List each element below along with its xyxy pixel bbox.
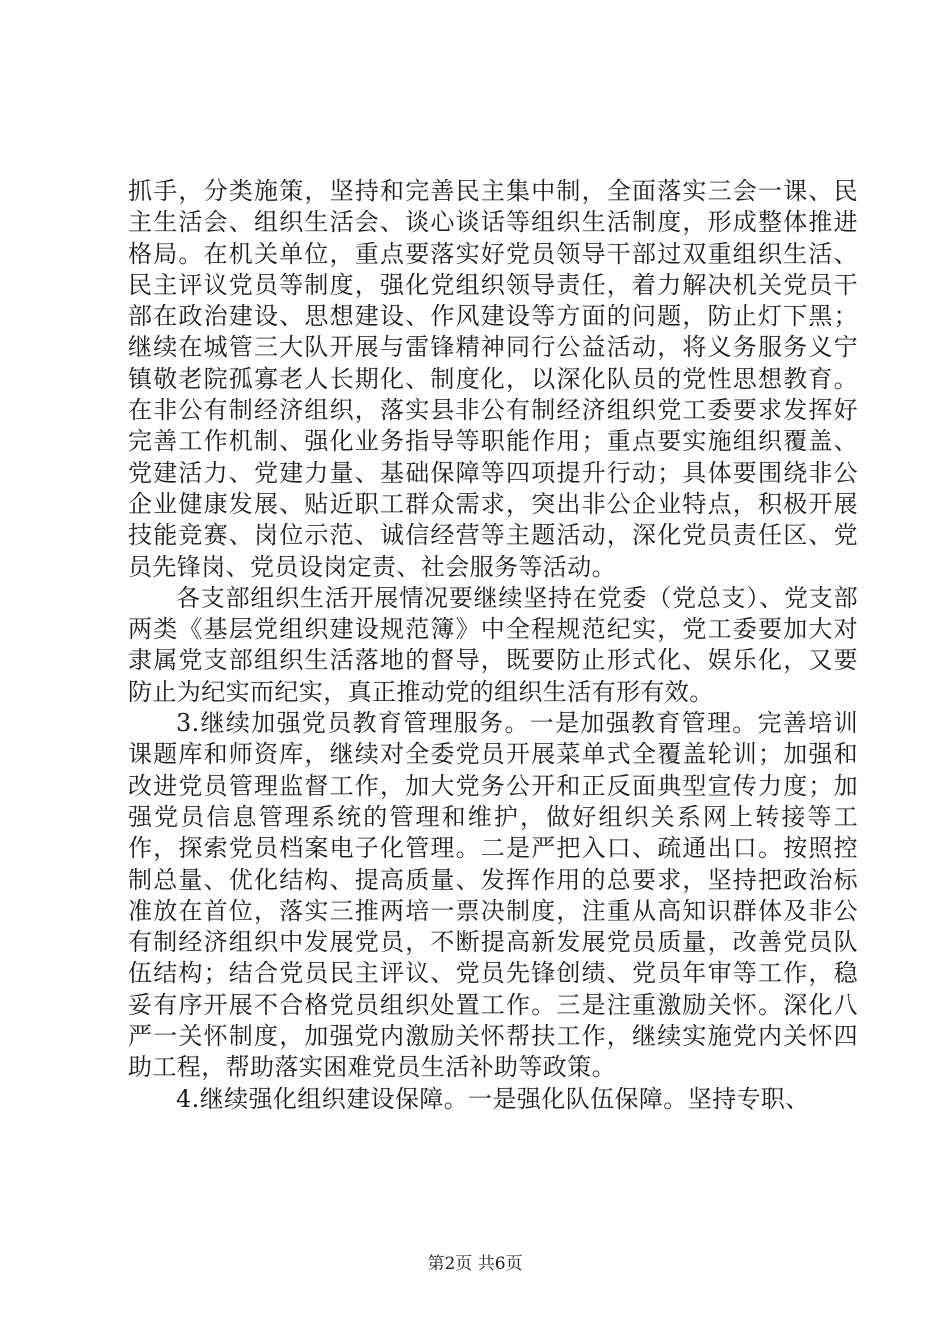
paragraph-branch-life: 各支部组织生活开展情况要继续坚持在党委（党总支）、党支部两类《基层党组织建设规范簿》中全程规范纪实，党工委要加大对隶属党支部组织生活落地的督导，既要防止形式化、娱乐化，又要防止为纪实而纪实，真正推动党的组织生活有形有效。 bbox=[128, 583, 858, 706]
paragraph-section-4: 4.继续强化组织建设保障。一是强化队伍保障。坚持专职、 bbox=[176, 1084, 810, 1113]
document-body bbox=[128, 176, 858, 1115]
page-number-footer: 第2页 共6页 bbox=[427, 1254, 523, 1274]
paragraph-section-3: 3.继续加强党员教育管理服务。一是加强教育管理。完善培训课题库和师资库，继续对全委党员开展菜单式全覆盖轮训；加强和改进党员管理监督工作，加大党务公开和正反面典型宣传力度；加强党员信息管理系统的管理和维护，做好组织关系网上转接等工作，探索党员档案电子化管理。二是严把入口、疏通出口。按照控制总量、优化结构、提高质量、发挥作用的总要求，坚持把政治标准放在首位，落实三推两培一票决制度，注重从高知识群体及非公有制经济组织中发展党员，不断提高新发展党员质量，改善党员队伍结构；结合党员民主评议、党员先锋创绩、党员年审等工作，稳妥有序开展不合格党员组织处置工作。三是注重激励关怀。深化八严一关怀制度，加强党内激励关怀帮扶工作，继续实施党内关怀四助工程，帮助落实困难党员生活补助等政策。 bbox=[128, 709, 858, 1082]
paragraph-continued: 抓手，分类施策，坚持和完善民主集中制，全面落实三会一课、民主生活会、组织生活会、谈心谈话等组织生活制度，形成整体推进格局。在机关单位，重点要落实好党员领导干部过双重组织生活、民主评议党员等制度，强化党组织领导责任，着力解决机关党员干部在政治建设、思想建设、作风建设等方面的问题，防止灯下黑；继续在城管三大队开展与雷锋精神同行公益活动，将义务服务义宁镇敬老院孤寡老人长期化、制度化，以深化队员的党性思想教育。在非公有制经济组织，落实县非公有制经济组织党工委要求发挥好完善工作机制、强化业务指导等职能作用；重点要实施组织覆盖、党建活力、党建力量、基础保障等四项提升行动；具体要围绕非公企业健康发展、贴近职工群众需求，突出非公企业特点，积极开展技能竞赛、岗位示范、诚信经营等主题活动，深化党员责任区、党员先锋岗、党员设岗定责、社会服务等活动。 bbox=[128, 177, 858, 581]
